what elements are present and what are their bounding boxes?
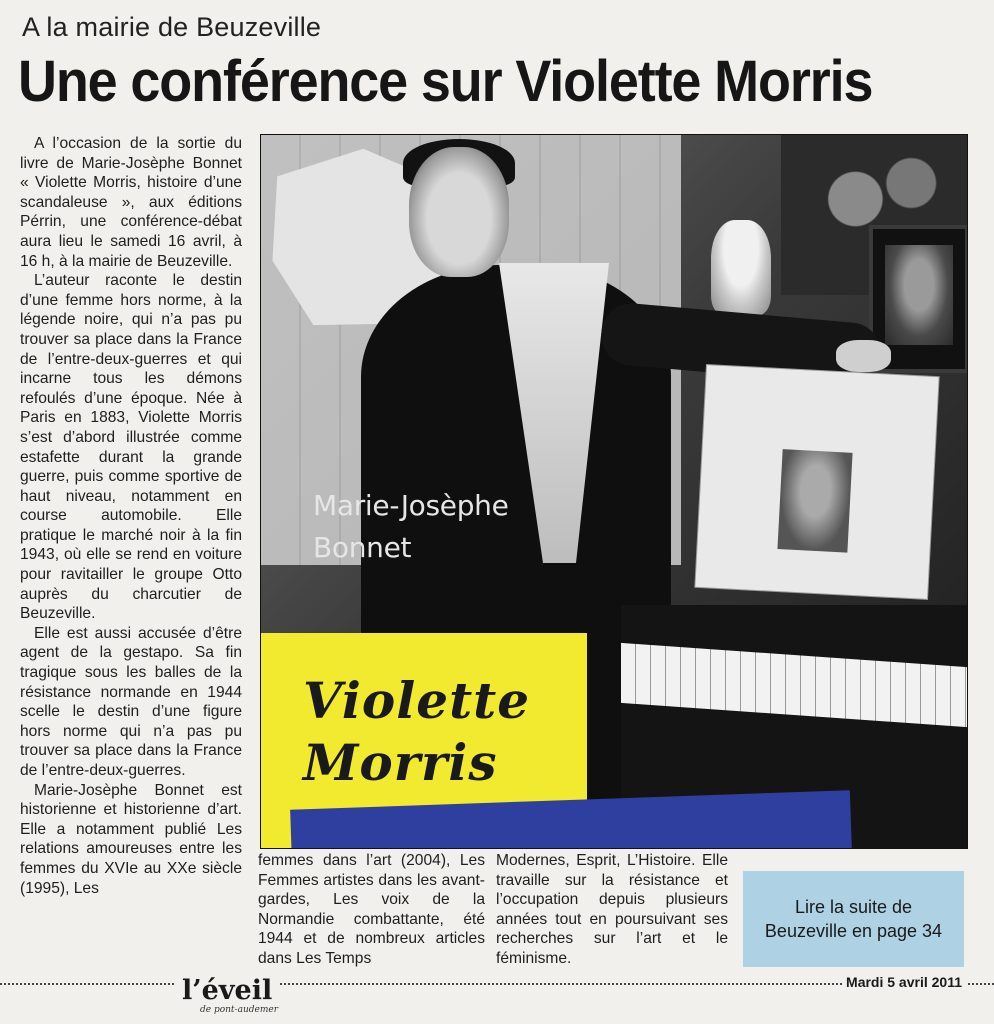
see-more-line: Lire la suite de (794, 897, 913, 917)
adjacent-article-fragment (905, 0, 994, 48)
cover-title-line: Violette (303, 671, 531, 730)
photo-sheet-music (695, 365, 938, 599)
paragraph: A l’occasion de la sortie du livre de Marie-Josèphe Bonnet « Violette Morris, histoire d’une scandaleuse », aux éditions Pérrin, une conférence-débat aura lieu le samedi 16 avril, à 16 h, à la mairie de Beuzeville. (20, 135, 242, 270)
cover-author-line: Bonnet (313, 531, 412, 564)
paragraph: L’auteur raconte le destin d’une femme hors norme, à la légende noire, qui n’a pas pu trouver sa place dans la France de l’entre-deux-guerres et qui incarne tous les démons refoulés d’une époque. Née à Paris en 1883, Violette Morris s’est d’abord illustrée comme estafette durant la grande guerre, puis comme sportive de haut niveau, notamment en course automobile. Elle pratique le marché noir à la fin 1943, où elle se rend en voiture pour ravitailler le groupe Otto auprès du charcutier de Beuzeville. (20, 272, 242, 623)
photo-hand (836, 340, 891, 372)
cover-title (303, 670, 530, 794)
cover-title-line: Morris (303, 733, 498, 792)
newspaper-logo: l’éveil (176, 975, 278, 1006)
article-column-2 (258, 851, 485, 969)
photo-head (409, 147, 509, 277)
cover-author (313, 485, 509, 569)
photo-bust (711, 220, 771, 315)
paragraph: Marie-Josèphe Bonnet est historienne et historienne d’art. Elle a notamment publié Les relations amoureuses entre les femmes du XVIe au XXe siècle (1995), Les (20, 781, 242, 897)
headline: Une conférence sur Violette Morris (18, 49, 873, 114)
see-more-line: Beuzeville en page 34 (764, 921, 943, 941)
cover-author-line: Marie-Josèphe (313, 489, 509, 522)
issue-date: Mardi 5 avril 2011 (842, 974, 966, 990)
book-cover-photo (260, 134, 968, 849)
newspaper-logo-subtitle: de pont-audemer (200, 1005, 278, 1015)
paragraph: Modernes, Esprit, L’Histoire. Elle travaille sur la résistance et l’occupation depuis plusieurs années tout en poursuivant ses recherches sur l’art et le féminisme. (496, 852, 728, 967)
see-more-box (743, 871, 964, 967)
article-column-1 (20, 134, 242, 898)
kicker: A la mairie de Beuzeville (22, 12, 322, 42)
paragraph: femmes dans l’art (2004), Les Femmes artistes dans les avant-gardes, Les voix de la Normandie combattante, été 1944 et de nombreux articles dans Les Temps (258, 852, 485, 967)
article-column-3 (496, 851, 728, 969)
paragraph: Elle est aussi accusée d’être agent de la gestapo. Sa fin tragique sous les balles de la résistance normande en 1944 scelle le destin d’une figure hors norme qui n’a pas pu trouver sa place dans la France de l’entre-deux-guerres. (20, 624, 242, 779)
